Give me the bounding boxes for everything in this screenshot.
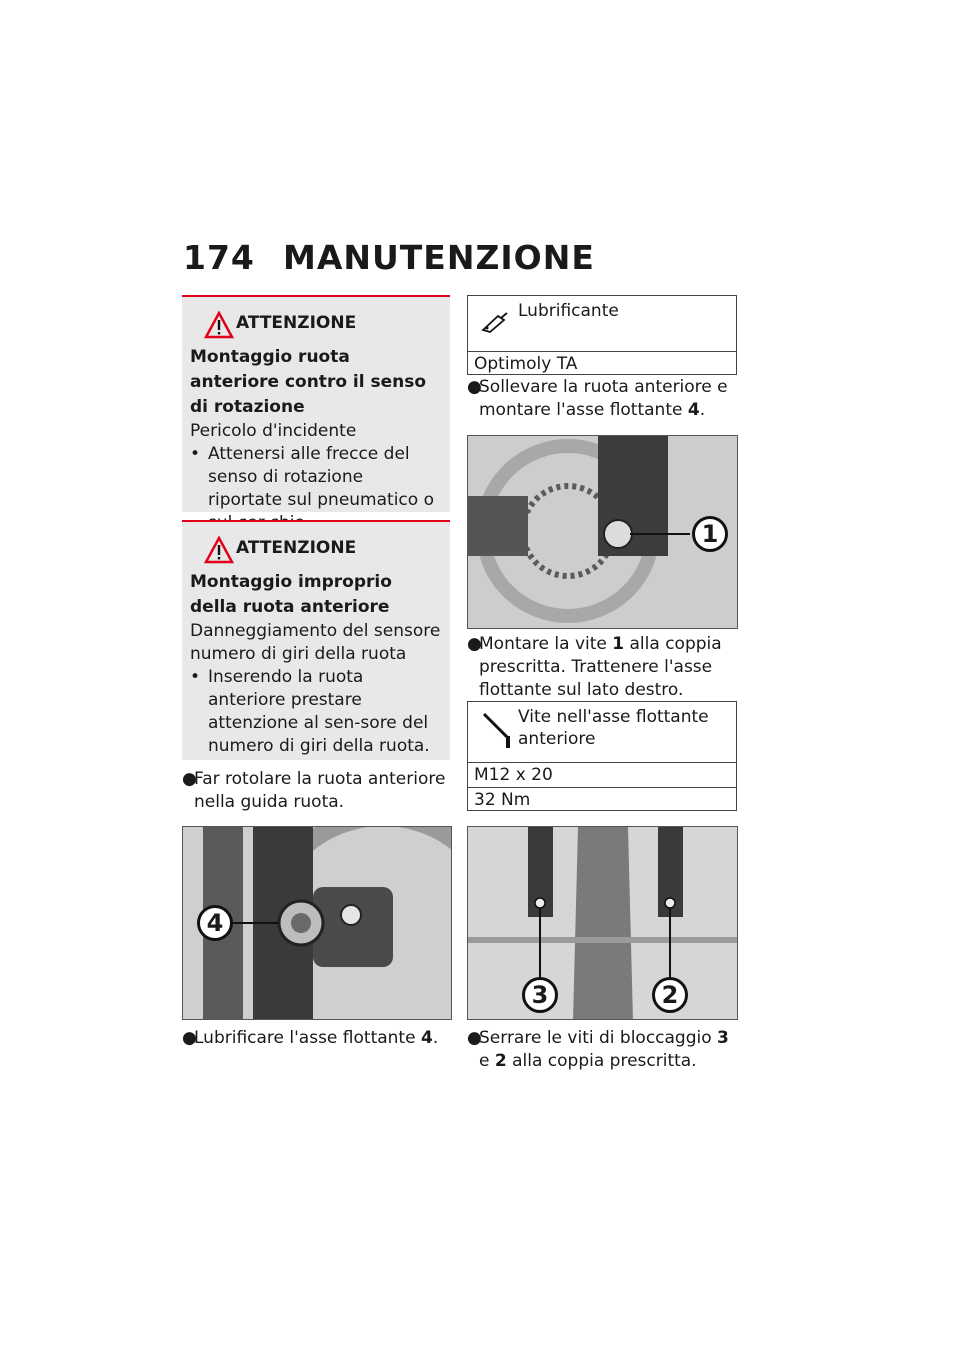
lubricant-spec-box — [467, 295, 737, 375]
warning-box-rotation — [182, 295, 450, 512]
fork-clamp-photo — [468, 827, 738, 1020]
callout-2: 2 — [652, 977, 688, 1013]
step-mount-screw: ● Montare la vite 1 alla coppia prescritta. Trattenere l'asse flottante sul lato destro. — [467, 634, 722, 700]
lubricant-label: Lubrificante — [518, 301, 619, 321]
step-roll-wheel: ● Far rotolare la ruota anteriore nella guida ruota. — [182, 769, 446, 812]
torque-label: Vite nell'asse flottante anteriore — [518, 707, 709, 749]
photo-front-axle-left — [182, 826, 452, 1020]
photo-front-axle-right — [467, 435, 738, 629]
lubricant-value: Optimoly TA — [468, 351, 736, 376]
section-title: MANUTENZIONE — [283, 238, 595, 277]
grease-gun-icon — [480, 310, 510, 334]
warning-label: ATTENZIONE — [236, 538, 357, 558]
warning-title: Montaggio improprio della ruota anteriore — [190, 572, 392, 617]
step-lift-wheel: ● Sollevare la ruota anteriore e montare l'asse flottante 4. — [467, 377, 728, 420]
warning-label: ATTENZIONE — [236, 313, 357, 333]
warning-title: Montaggio ruota anteriore contro il senso di rotazione — [190, 347, 427, 417]
callout-4: 4 — [197, 905, 233, 941]
page-number: 174 — [183, 238, 255, 277]
callout-1: 1 — [692, 516, 728, 552]
step-tighten-clamp: ● Serrare le viti di bloccaggio 3 e 2 alla coppia prescritta. — [467, 1028, 729, 1071]
torque-value: 32 Nm — [468, 787, 736, 812]
step-lubricate: ● Lubrificare l'asse flottante 4. — [182, 1028, 439, 1048]
torque-wrench-icon — [480, 710, 514, 750]
photo-fork-clamp — [467, 826, 738, 1020]
warning-triangle-icon — [204, 311, 234, 339]
warning-triangle-icon — [204, 536, 234, 564]
warning-bullet: • Inserendo la ruota anteriore prestare attenzione al sen-sore del numero di giri della ruota. — [190, 667, 430, 756]
warning-hazard: Pericolo d'incidente — [190, 421, 357, 441]
warning-bullet: • Attenersi alle frecce del senso di rotazione riportate sul pneumatico o — [190, 444, 434, 510]
torque-spec-box — [467, 701, 737, 811]
torque-thread: M12 x 20 — [468, 762, 736, 787]
warning-box-sensor — [182, 520, 450, 760]
callout-3: 3 — [522, 977, 558, 1013]
warning-hazard: Danneggiamento del sensore numero di giri della ruota — [190, 621, 441, 664]
